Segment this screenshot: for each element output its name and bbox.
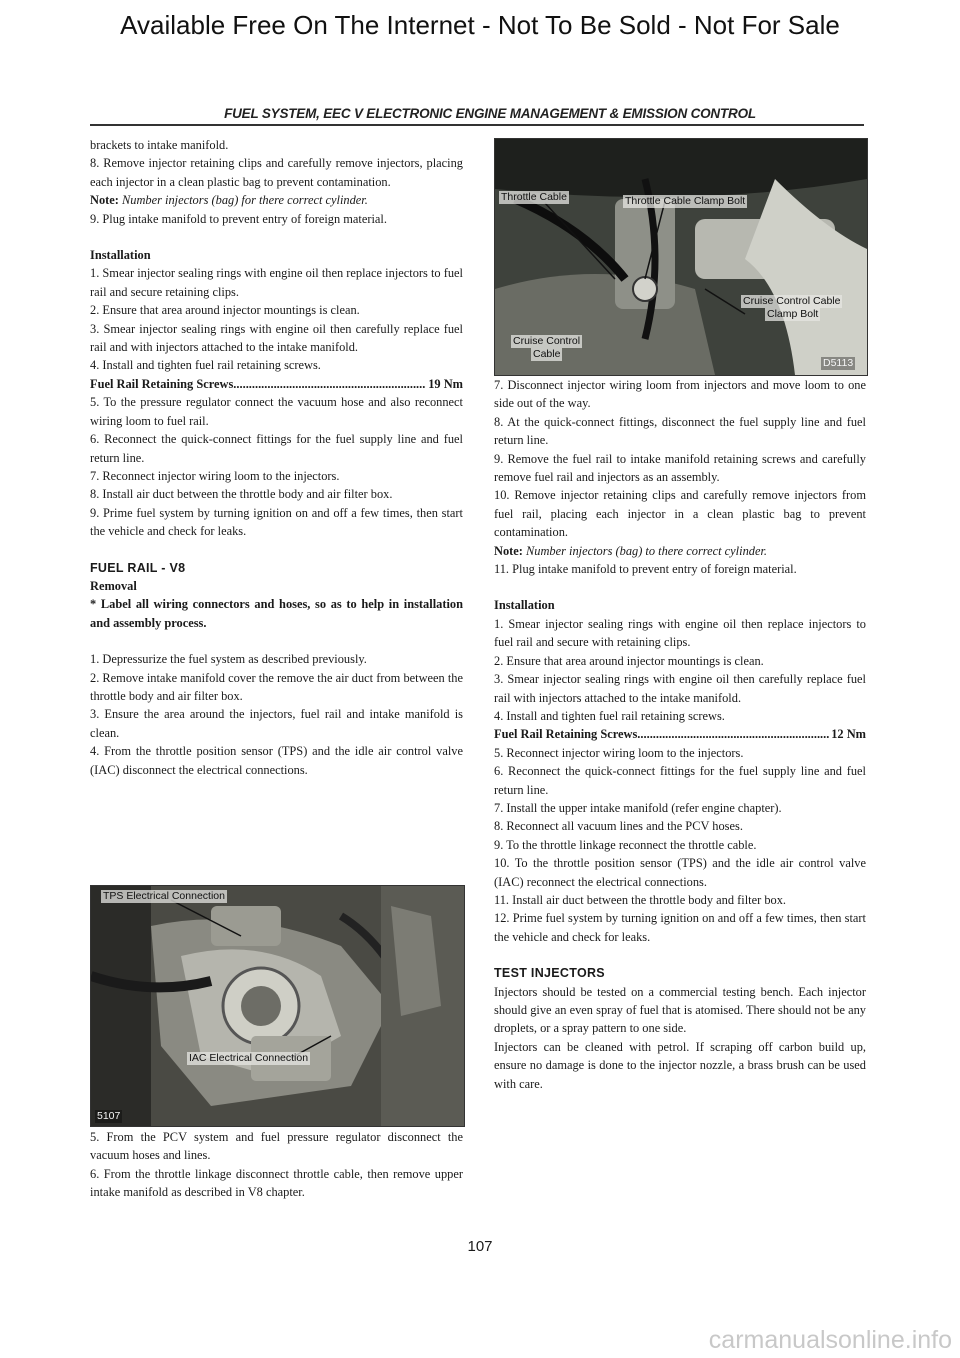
label-cruise-control-cable-clamp: Cruise Control Cable — [743, 295, 841, 307]
install-step-8: 8. Reconnect all vacuum lines and the PCV hoses. — [494, 819, 743, 834]
left-column — [90, 136, 463, 779]
test-paragraph-2: Injectors can be cleaned with petrol. If scraping off carbon build up, ensure no damage is done to the injector nozzle, a brass brush can be used with care. — [494, 1039, 866, 1091]
installation-heading: Installation — [494, 598, 555, 613]
removal-step-8: 8. At the quick-connect fittings, disconnect the fuel supply line and fuel return line. — [494, 414, 866, 448]
installation-heading: Installation — [90, 248, 151, 263]
torque-spec — [90, 375, 463, 393]
engine-photo-throttle-cable — [494, 138, 868, 376]
removal-step-9: 9. Remove the fuel rail to intake manifold retaining screws and carefully remove fuel rail and injectors as an assembly. — [494, 451, 866, 485]
label-throttle-cable-clamp-bolt: Throttle Cable Clamp Bolt — [625, 195, 746, 207]
note-text: Number injectors (bag) for there correct cylinder. — [122, 193, 368, 208]
removal-step-11: 11. Plug intake manifold to prevent entry of foreign material. — [494, 562, 797, 577]
install-step-9: 9. To the throttle linkage reconnect the throttle cable. — [494, 837, 757, 852]
install-step-6: 6. Reconnect the quick-connect fittings for the fuel supply line and fuel return line. — [494, 764, 866, 797]
section-heading-v8: FUEL RAIL - V8 — [90, 560, 186, 575]
v8-removal-step-5: 5. From the PCV system and fuel pressure regulator disconnect the vacuum hoses and lines. — [90, 1130, 463, 1163]
left-column-after-photo — [90, 1128, 463, 1202]
torque-spec — [494, 725, 866, 743]
page-number: 107 — [467, 1238, 493, 1255]
note-text: Number injectors (bag) to there correct cylinder. — [526, 543, 768, 558]
watermark: carmanualsonline.info — [708, 1326, 952, 1354]
install-step-12: 12. Prime fuel system by turning ignition on and off a few times, then start the vehicle and check for leaks. — [494, 911, 866, 944]
torque-label: Fuel Rail Retaining Screws — [90, 376, 234, 391]
label-clamp-bolt: Clamp Bolt — [767, 308, 819, 320]
test-paragraph-1: Injectors should be tested on a commercial testing bench. Each injector should give an even spray of fuel that is atomised. There should not be any droplets, or a spray pattern to one side. — [494, 984, 866, 1036]
label-tps-connection: TPS Electrical Connection — [103, 890, 225, 902]
note-label: Note: — [494, 543, 523, 558]
v8-removal-step-1: 1. Depressurize the fuel system as described previously. — [90, 652, 367, 667]
install-step-8: 8. Install air duct between the throttle body and air filter box. — [90, 487, 393, 502]
removal-step-8: 8. Remove injector retaining clips and carefully remove injectors, placing each injector in a clean plastic bag to prevent contamination. — [90, 156, 463, 189]
install-step-3: 3. Smear injector sealing rings with engine oil then carefully replace fuel rail and with injectors attached to the intake manifold. — [90, 321, 463, 355]
install-step-4: 4. Install and tighten fuel rail retaining screws. — [90, 358, 321, 373]
removal-heading: Removal — [90, 578, 137, 593]
header-rule — [90, 124, 864, 126]
install-step-7: 7. Install the upper intake manifold (refer engine chapter). — [494, 800, 782, 815]
note — [494, 542, 866, 560]
right-column — [494, 376, 866, 1093]
install-step-10: 10. To the throttle position sensor (TPS) and the idle air control valve (IAC) reconnect the electrical connections. — [494, 856, 866, 889]
figure-number: 5107 — [97, 1110, 121, 1122]
install-step-5: 5. Reconnect injector wiring loom to the injectors. — [494, 745, 744, 760]
install-step-5: 5. To the pressure regulator connect the vacuum hose and also reconnect wiring loom to fuel rail. — [90, 395, 463, 428]
install-step-9: 9. Prime fuel system by turning ignition on and off a few times, then start the vehicle and check for leaks. — [90, 505, 463, 539]
section-heading-test-injectors: TEST INJECTORS — [494, 966, 605, 981]
v8-removal-step-2: 2. Remove intake manifold cover the remove the air duct from between the throttle body and air filter box. — [90, 670, 463, 703]
install-step-11: 11. Install air duct between the throttle body and filter box. — [494, 892, 787, 907]
label-cable: Cable — [533, 348, 561, 360]
removal-step-7: 7. Disconnect injector wiring loom from injectors and move loom to one side out of the way. — [494, 378, 866, 411]
install-step-6: 6. Reconnect the quick-connect fittings for the fuel supply line and fuel return line. — [90, 432, 463, 465]
install-step-2: 2. Ensure that area around injector mountings is clean. — [494, 653, 764, 668]
install-step-2: 2. Ensure that area around injector mountings is clean. — [90, 303, 360, 318]
install-step-1: 1. Smear injector sealing rings with engine oil then replace injectors to fuel rail and secure with retaining clips. — [494, 616, 866, 650]
engine-photo-tps-iac — [90, 885, 465, 1127]
label-iac-connection: IAC Electrical Connection — [189, 1052, 309, 1064]
install-step-1: 1. Smear injector sealing rings with engine oil then replace injectors to fuel rail and secure retaining clips. — [90, 266, 463, 299]
removal-step-9: 9. Plug intake manifold to prevent entry of foreign material. — [90, 211, 387, 226]
removal-step-10: 10. Remove injector retaining clips and carefully remove injectors from fuel rail, placing each injector in a clean plastic bag to prevent contamination. — [494, 488, 866, 540]
intro-text: brackets to intake manifold. — [90, 138, 229, 152]
label-throttle-cable: Throttle Cable — [501, 191, 567, 203]
v8-removal-step-6: 6. From the throttle linkage disconnect throttle cable, then remove upper intake manifold as described in V8 chapter. — [90, 1166, 463, 1200]
install-step-7: 7. Reconnect injector wiring loom to the injectors. — [90, 468, 340, 483]
distribution-banner: Available Free On The Internet - Not To Be Sold - Not For Sale — [120, 10, 840, 40]
note-label: Note: — [90, 193, 119, 208]
chapter-header: FUEL SYSTEM, EEC V ELECTRONIC ENGINE MANAGEMENT & EMISSION CONTROL — [224, 106, 756, 121]
install-step-3: 3. Smear injector sealing rings with engine oil then carefully replace fuel rail with injectors attached to the intake manifold. — [494, 672, 866, 705]
engine-photo-drawing — [91, 886, 464, 1126]
label-cruise-control: Cruise Control — [513, 335, 581, 347]
torque-value: 12 Nm — [831, 727, 866, 742]
torque-value: 19 Nm — [428, 376, 463, 391]
v8-removal-step-4: 4. From the throttle position sensor (TPS) and the idle air control valve (IAC) disconnect the electrical connections. — [90, 744, 463, 777]
note — [90, 191, 463, 209]
install-step-4: 4. Install and tighten fuel rail retaining screws. — [494, 708, 725, 723]
torque-label: Fuel Rail Retaining Screws — [494, 727, 638, 742]
figure-number: D5113 — [823, 357, 854, 369]
label-note: * Label all wiring connectors and hoses, so as to help in installation and assembly process. — [90, 597, 463, 630]
v8-removal-step-3: 3. Ensure the area around the injectors, fuel rail and intake manifold is clean. — [90, 707, 463, 740]
